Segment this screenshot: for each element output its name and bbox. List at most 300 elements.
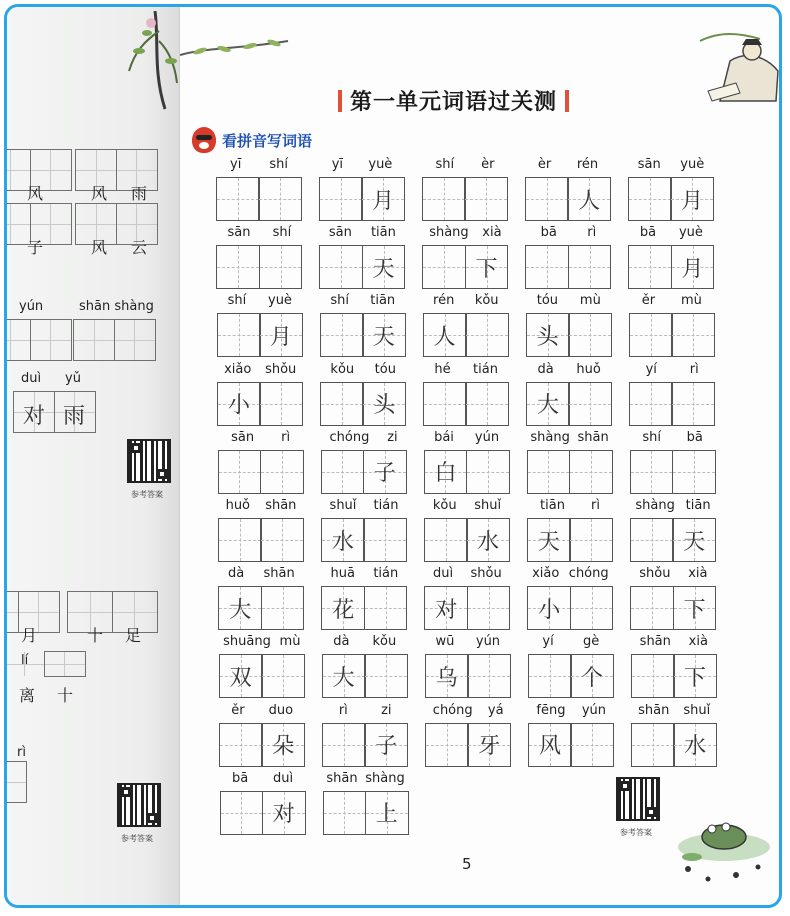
- tianzige-boxes: [218, 586, 304, 630]
- filled-character: 对: [435, 597, 458, 623]
- pinyin-syllable: tián: [373, 566, 399, 582]
- tianzige-boxes: [219, 654, 305, 698]
- pinyin-label: [527, 430, 613, 448]
- tianzige-cell[interactable]: [216, 245, 260, 289]
- tianzige-cell[interactable]: [323, 791, 367, 835]
- tianzige-cell[interactable]: [260, 450, 304, 494]
- tianzige-cell[interactable]: [628, 245, 672, 289]
- left-char: 云: [131, 238, 148, 257]
- left-char: 风: [91, 184, 108, 203]
- pinyin-label: [526, 293, 612, 311]
- pinyin-syllable: huā: [330, 566, 355, 582]
- pinyin-syllable: sān: [231, 429, 255, 445]
- left-pinyin: duì: [21, 371, 42, 386]
- tianzige-cell[interactable]: [424, 518, 468, 562]
- pinyin-syllable: dà: [333, 634, 350, 650]
- pinyin-label: [528, 634, 614, 652]
- pinyin-syllable: tiān: [685, 498, 711, 513]
- tianzige-cell[interactable]: [422, 177, 466, 221]
- tianzige-cell[interactable]: [569, 518, 613, 562]
- left-pinyin: yún: [19, 299, 44, 314]
- qr-label: 参考答案: [121, 834, 153, 843]
- page-number: 5: [462, 855, 472, 873]
- pinyin-syllable: yún: [475, 634, 501, 650]
- filled-character: 下: [475, 256, 498, 282]
- tianzige-cell[interactable]: [364, 586, 408, 630]
- tianzige-cell[interactable]: [567, 177, 611, 221]
- tianzige-cell[interactable]: [467, 723, 511, 767]
- tianzige-boxes: [526, 313, 612, 357]
- tianzige-cell[interactable]: [362, 313, 406, 357]
- filled-character: 人: [578, 188, 601, 214]
- tianzige-cell[interactable]: [261, 654, 305, 698]
- tianzige-cell[interactable]: [466, 518, 510, 562]
- filled-character: 天: [537, 529, 560, 555]
- filled-character: 小: [228, 393, 251, 419]
- filled-character: 下: [683, 665, 706, 691]
- pinyin-syllable: shān: [577, 429, 609, 445]
- pinyin-syllable: tiān: [540, 498, 565, 513]
- filled-character: 上: [375, 802, 398, 828]
- filled-character: 天: [683, 529, 706, 555]
- tianzige-cell[interactable]: [670, 177, 714, 221]
- pinyin-label: [320, 362, 406, 380]
- tianzige-cell[interactable]: [672, 450, 716, 494]
- pinyin-syllable: shǒu: [470, 566, 502, 582]
- tianzige-cell[interactable]: [630, 450, 674, 494]
- pinyin-syllable: shí: [269, 157, 288, 172]
- left-pinyin: shān shàng: [79, 299, 154, 314]
- pinyin-syllable: chóng: [568, 566, 609, 582]
- pinyin-label: [422, 157, 508, 175]
- pinyin-syllable: dà: [537, 361, 554, 377]
- tianzige-boxes: [423, 382, 509, 426]
- tianzige-cell[interactable]: [261, 723, 305, 767]
- pinyin-syllable: shí: [272, 225, 292, 241]
- tianzige-cell[interactable]: [569, 450, 613, 494]
- tianzige-cell[interactable]: [526, 382, 570, 426]
- filled-character: 头: [536, 324, 559, 350]
- tianzige-cell[interactable]: [425, 723, 469, 767]
- word-box-pair: [425, 703, 511, 783]
- tianzige-cell[interactable]: [218, 450, 262, 494]
- tianzige-boxes: [628, 245, 714, 289]
- pinyin-label: [218, 430, 304, 448]
- filled-character: 牙: [478, 734, 501, 760]
- pinyin-label: [217, 293, 303, 311]
- tianzige-cell[interactable]: [362, 382, 406, 426]
- tianzige-cell[interactable]: [258, 177, 302, 221]
- pinyin-syllable: fēng: [536, 702, 566, 718]
- tianzige-cell[interactable]: [673, 586, 717, 630]
- tianzige-cell[interactable]: [570, 723, 614, 767]
- tianzige-cell[interactable]: [673, 654, 717, 698]
- tianzige-boxes: [528, 654, 614, 698]
- tianzige-cell[interactable]: [464, 177, 508, 221]
- pinyin-syllable: bā: [540, 225, 557, 241]
- tianzige-cell[interactable]: [527, 518, 571, 562]
- tianzige-cell[interactable]: [671, 382, 715, 426]
- tianzige-cell[interactable]: [425, 654, 469, 698]
- pinyin-label: [219, 703, 305, 721]
- tianzige-cell[interactable]: [364, 723, 408, 767]
- tianzige-cell[interactable]: [568, 382, 612, 426]
- tianzige-cell[interactable]: [259, 382, 303, 426]
- tianzige-boxes: [321, 518, 407, 562]
- left-char: 雨: [63, 404, 86, 429]
- tianzige-cell[interactable]: [528, 723, 572, 767]
- pinyin-syllable: tiān: [370, 293, 396, 309]
- filled-character: 下: [683, 597, 706, 623]
- tianzige-boxes: [321, 586, 407, 630]
- tianzige-cell[interactable]: [322, 723, 366, 767]
- tianzige-cell[interactable]: [466, 450, 510, 494]
- pinyin-syllable: shān: [326, 770, 358, 786]
- pinyin-syllable: kǒu: [372, 634, 397, 650]
- tianzige-boxes: [525, 177, 611, 221]
- filled-character: 人: [433, 324, 456, 350]
- scholar-illustration-icon: [690, 21, 782, 107]
- qr-code-icon: [616, 777, 660, 821]
- pinyin-syllable: xiǎo: [532, 566, 560, 582]
- tianzige-cell[interactable]: [218, 518, 262, 562]
- tianzige-cell[interactable]: [525, 245, 569, 289]
- pinyin-label: [631, 634, 717, 652]
- tianzige-boxes: [319, 177, 405, 221]
- tianzige-cell[interactable]: [629, 382, 673, 426]
- pinyin-syllable: mù: [680, 293, 702, 309]
- branch-illustration-icon: [125, 11, 180, 111]
- pinyin-syllable: ěr: [231, 702, 245, 718]
- tianzige-boxes: [527, 450, 613, 494]
- pinyin-syllable: yuè: [678, 225, 703, 241]
- tianzige-boxes: [216, 177, 302, 221]
- pinyin-syllable: yá: [487, 702, 504, 718]
- tianzige-cell[interactable]: [319, 245, 363, 289]
- tianzige-cell[interactable]: [262, 791, 306, 835]
- tianzige-cell[interactable]: [361, 177, 405, 221]
- tianzige-cell[interactable]: [629, 313, 673, 357]
- main-page: [180, 7, 782, 908]
- pinyin-label: [629, 293, 715, 311]
- tianzige-cell[interactable]: [671, 313, 715, 357]
- pinyin-label: [525, 157, 611, 175]
- pinyin-syllable: shuǐ: [474, 498, 502, 513]
- pinyin-syllable: xiǎo: [224, 361, 252, 377]
- tianzige-cell[interactable]: [528, 654, 572, 698]
- filled-character: 乌: [435, 665, 458, 691]
- qr-code-icon: [117, 783, 161, 827]
- pinyin-label: [628, 157, 714, 175]
- left-char: 十: [87, 626, 104, 645]
- tianzige-cell[interactable]: [365, 791, 409, 835]
- filled-character: 月: [681, 188, 704, 214]
- pinyin-label: [319, 225, 405, 243]
- tianzige-cell[interactable]: [363, 518, 407, 562]
- page-title-text: 第一单元词语过关测: [350, 89, 558, 115]
- filled-character: 个: [580, 665, 603, 691]
- pinyin-label: [527, 566, 613, 584]
- pinyin-syllable: shí: [642, 429, 661, 445]
- filled-character: 水: [477, 529, 500, 555]
- pinyin-syllable: shān: [265, 498, 297, 513]
- pinyin-syllable: huǒ: [225, 498, 251, 513]
- left-char: 对: [23, 404, 46, 429]
- filled-character: 月: [372, 188, 395, 214]
- left-char: 月: [21, 626, 38, 645]
- pinyin-label: [321, 430, 407, 448]
- tianzige-cell[interactable]: [527, 450, 571, 494]
- pinyin-syllable: shàng: [635, 498, 675, 513]
- opera-mask-icon: [192, 127, 216, 153]
- tianzige-boxes: [320, 313, 406, 357]
- pinyin-label: [424, 498, 510, 516]
- pinyin-label: [528, 703, 614, 721]
- pinyin-label: [321, 566, 407, 584]
- tianzige-cell[interactable]: [628, 177, 672, 221]
- tianzige-cell[interactable]: [321, 450, 365, 494]
- pinyin-label: [629, 362, 715, 380]
- tianzige-boxes: [320, 382, 406, 426]
- pinyin-syllable: xià: [688, 566, 708, 582]
- pinyin-syllable: chóng: [329, 429, 370, 445]
- pinyin-label: [322, 634, 408, 652]
- tianzige-boxes: [322, 723, 408, 767]
- tianzige-cell[interactable]: [568, 313, 612, 357]
- filled-character: 白: [434, 461, 457, 487]
- tianzige-boxes: [323, 791, 409, 835]
- tianzige-cell[interactable]: [630, 518, 674, 562]
- pinyin-syllable: rì: [281, 429, 291, 445]
- left-char: 风: [91, 238, 108, 257]
- willow-branch-icon: [180, 37, 290, 67]
- tianzige-boxes: [424, 450, 510, 494]
- filled-character: 风: [539, 734, 562, 760]
- tianzige-cell[interactable]: [217, 313, 261, 357]
- pinyin-syllable: shàng: [365, 770, 405, 786]
- word-box-pair: [220, 771, 306, 851]
- pinyin-syllable: yún: [474, 429, 500, 445]
- tianzige-cell[interactable]: [320, 313, 364, 357]
- pinyin-syllable: zi: [387, 429, 398, 445]
- pinyin-label: [320, 293, 406, 311]
- tianzige-boxes: [321, 450, 407, 494]
- tianzige-cell[interactable]: [465, 382, 509, 426]
- pinyin-syllable: shān: [638, 702, 670, 718]
- tianzige-boxes: [528, 723, 614, 767]
- word-box-pair: [323, 771, 409, 851]
- tianzige-cell[interactable]: [570, 654, 614, 698]
- tianzige-cell[interactable]: [570, 586, 614, 630]
- tianzige-cell[interactable]: [321, 518, 365, 562]
- pinyin-label: [424, 566, 510, 584]
- tianzige-cell[interactable]: [423, 313, 467, 357]
- tianzige-boxes: [630, 586, 716, 630]
- tianzige-cell[interactable]: [261, 586, 305, 630]
- tianzige-cell[interactable]: [219, 654, 263, 698]
- tianzige-boxes: [527, 586, 613, 630]
- tianzige-cell[interactable]: [217, 382, 261, 426]
- word-box-pair: [631, 703, 717, 783]
- tianzige-boxes: [422, 177, 508, 221]
- pinyin-label: [630, 498, 716, 516]
- left-pinyin: yǔ: [65, 371, 81, 386]
- pinyin-label: [628, 225, 714, 243]
- tianzige-cell[interactable]: [423, 382, 467, 426]
- pinyin-syllable: yī: [331, 157, 343, 172]
- pinyin-syllable: yī: [230, 157, 242, 172]
- filled-character: 大: [332, 665, 355, 691]
- pinyin-syllable: ěr: [641, 293, 656, 309]
- pinyin-label: [424, 430, 510, 448]
- pinyin-label: [425, 703, 511, 721]
- tianzige-cell[interactable]: [260, 518, 304, 562]
- pinyin-syllable: tián: [473, 361, 498, 377]
- tianzige-cell[interactable]: [362, 245, 406, 289]
- filled-character: 天: [372, 324, 395, 350]
- pinyin-syllable: xià: [688, 634, 708, 650]
- tianzige-boxes: [217, 313, 303, 357]
- tianzige-cell[interactable]: [220, 791, 264, 835]
- pinyin-syllable: duì: [273, 770, 294, 786]
- filled-character: 朵: [272, 734, 295, 760]
- tianzige-cell[interactable]: [630, 586, 674, 630]
- filled-character: 小: [538, 597, 561, 623]
- pinyin-label: [216, 225, 302, 243]
- tianzige-boxes: [424, 518, 510, 562]
- pinyin-label: [321, 498, 407, 516]
- tianzige-boxes: [319, 245, 405, 289]
- section-header: [192, 127, 312, 153]
- pinyin-syllable: chóng: [432, 702, 473, 718]
- left-char: 雨: [131, 184, 148, 203]
- pinyin-syllable: tiān: [370, 225, 396, 241]
- tianzige-cell[interactable]: [319, 177, 363, 221]
- left-char: 离: [19, 686, 36, 705]
- tianzige-cell[interactable]: [259, 313, 303, 357]
- page-title: [330, 85, 577, 116]
- pinyin-syllable: kǒu: [474, 293, 499, 309]
- tianzige-boxes: [629, 313, 715, 357]
- pinyin-syllable: shuǐ: [329, 498, 357, 513]
- tianzige-cell[interactable]: [424, 450, 468, 494]
- pinyin-syllable: rì: [590, 498, 600, 513]
- pinyin-syllable: rì: [587, 225, 597, 241]
- filled-character: 水: [331, 529, 354, 555]
- pinyin-label: [220, 771, 306, 789]
- pinyin-syllable: tián: [373, 498, 399, 513]
- tianzige-cell[interactable]: [467, 654, 511, 698]
- tianzige-boxes: [218, 450, 304, 494]
- left-box-pair: [67, 591, 158, 633]
- tianzige-cell[interactable]: [218, 586, 262, 630]
- filled-character: 大: [229, 597, 252, 623]
- tianzige-boxes: [322, 654, 408, 698]
- pinyin-label: [525, 225, 611, 243]
- pinyin-label: [527, 498, 613, 516]
- pinyin-syllable: bā: [686, 429, 703, 445]
- pinyin-syllable: èr: [481, 157, 495, 172]
- tianzige-cell[interactable]: [219, 723, 263, 767]
- pinyin-syllable: duì: [433, 566, 454, 582]
- tianzige-boxes: [425, 654, 511, 698]
- tianzige-cell[interactable]: [424, 586, 468, 630]
- tianzige-cell[interactable]: [631, 723, 675, 767]
- pinyin-syllable: shuāng: [223, 634, 271, 650]
- tianzige-cell[interactable]: [527, 586, 571, 630]
- pinyin-syllable: kǒu: [432, 498, 457, 513]
- tianzige-cell[interactable]: [672, 518, 716, 562]
- tianzige-cell[interactable]: [259, 245, 303, 289]
- tianzige-cell[interactable]: [673, 723, 717, 767]
- left-pinyin: rì: [17, 745, 26, 760]
- tianzige-boxes: [630, 518, 716, 562]
- tianzige-cell[interactable]: [320, 382, 364, 426]
- tianzige-cell[interactable]: [322, 654, 366, 698]
- pinyin-syllable: yí: [645, 361, 657, 377]
- tianzige-cell[interactable]: [465, 245, 509, 289]
- pinyin-label: [219, 634, 305, 652]
- pinyin-label: [218, 566, 304, 584]
- tianzige-cell[interactable]: [321, 586, 365, 630]
- pinyin-syllable: rén: [576, 157, 599, 172]
- tianzige-cell[interactable]: [631, 654, 675, 698]
- left-char: 子: [27, 238, 44, 257]
- tianzige-cell[interactable]: [526, 313, 570, 357]
- pinyin-syllable: shǒu: [639, 566, 671, 582]
- pinyin-syllable: bā: [232, 770, 249, 786]
- tianzige-cell[interactable]: [363, 450, 407, 494]
- filled-character: 对: [272, 802, 295, 828]
- tianzige-boxes: [525, 245, 611, 289]
- pinyin-syllable: shàng: [530, 429, 570, 445]
- pinyin-label: [218, 498, 304, 516]
- tianzige-boxes: [629, 382, 715, 426]
- pinyin-syllable: zi: [381, 702, 392, 718]
- tianzige-cell[interactable]: [467, 586, 511, 630]
- pinyin-syllable: yuè: [368, 157, 393, 172]
- pinyin-syllable: shuǐ: [683, 702, 711, 718]
- tianzige-boxes: [423, 313, 509, 357]
- left-page: [7, 7, 180, 908]
- tianzige-cell[interactable]: [216, 177, 260, 221]
- left-char: 十: [57, 686, 74, 705]
- qr-label: 参考答案: [620, 828, 652, 837]
- tianzige-boxes: [631, 654, 717, 698]
- tianzige-boxes: [425, 723, 511, 767]
- tianzige-cell[interactable]: [465, 313, 509, 357]
- tianzige-boxes: [219, 723, 305, 767]
- tianzige-cell[interactable]: [364, 654, 408, 698]
- tianzige-cell[interactable]: [525, 177, 569, 221]
- tianzige-boxes: [527, 518, 613, 562]
- frog-illustration-icon: [668, 799, 780, 895]
- filled-character: 大: [537, 393, 560, 419]
- pinyin-syllable: shān: [263, 566, 295, 582]
- tianzige-boxes: [217, 382, 303, 426]
- pinyin-syllable: yún: [581, 702, 606, 718]
- tianzige-cell[interactable]: [671, 245, 715, 289]
- filled-character: 月: [681, 256, 704, 282]
- tianzige-cell[interactable]: [422, 245, 466, 289]
- left-box-pair: [7, 319, 72, 361]
- left-box-pair: [73, 319, 156, 361]
- pinyin-syllable: rì: [338, 702, 348, 718]
- tianzige-cell[interactable]: [568, 245, 612, 289]
- pinyin-syllable: tóu: [374, 361, 396, 377]
- pinyin-label: [319, 157, 405, 175]
- tianzige-boxes: [422, 245, 508, 289]
